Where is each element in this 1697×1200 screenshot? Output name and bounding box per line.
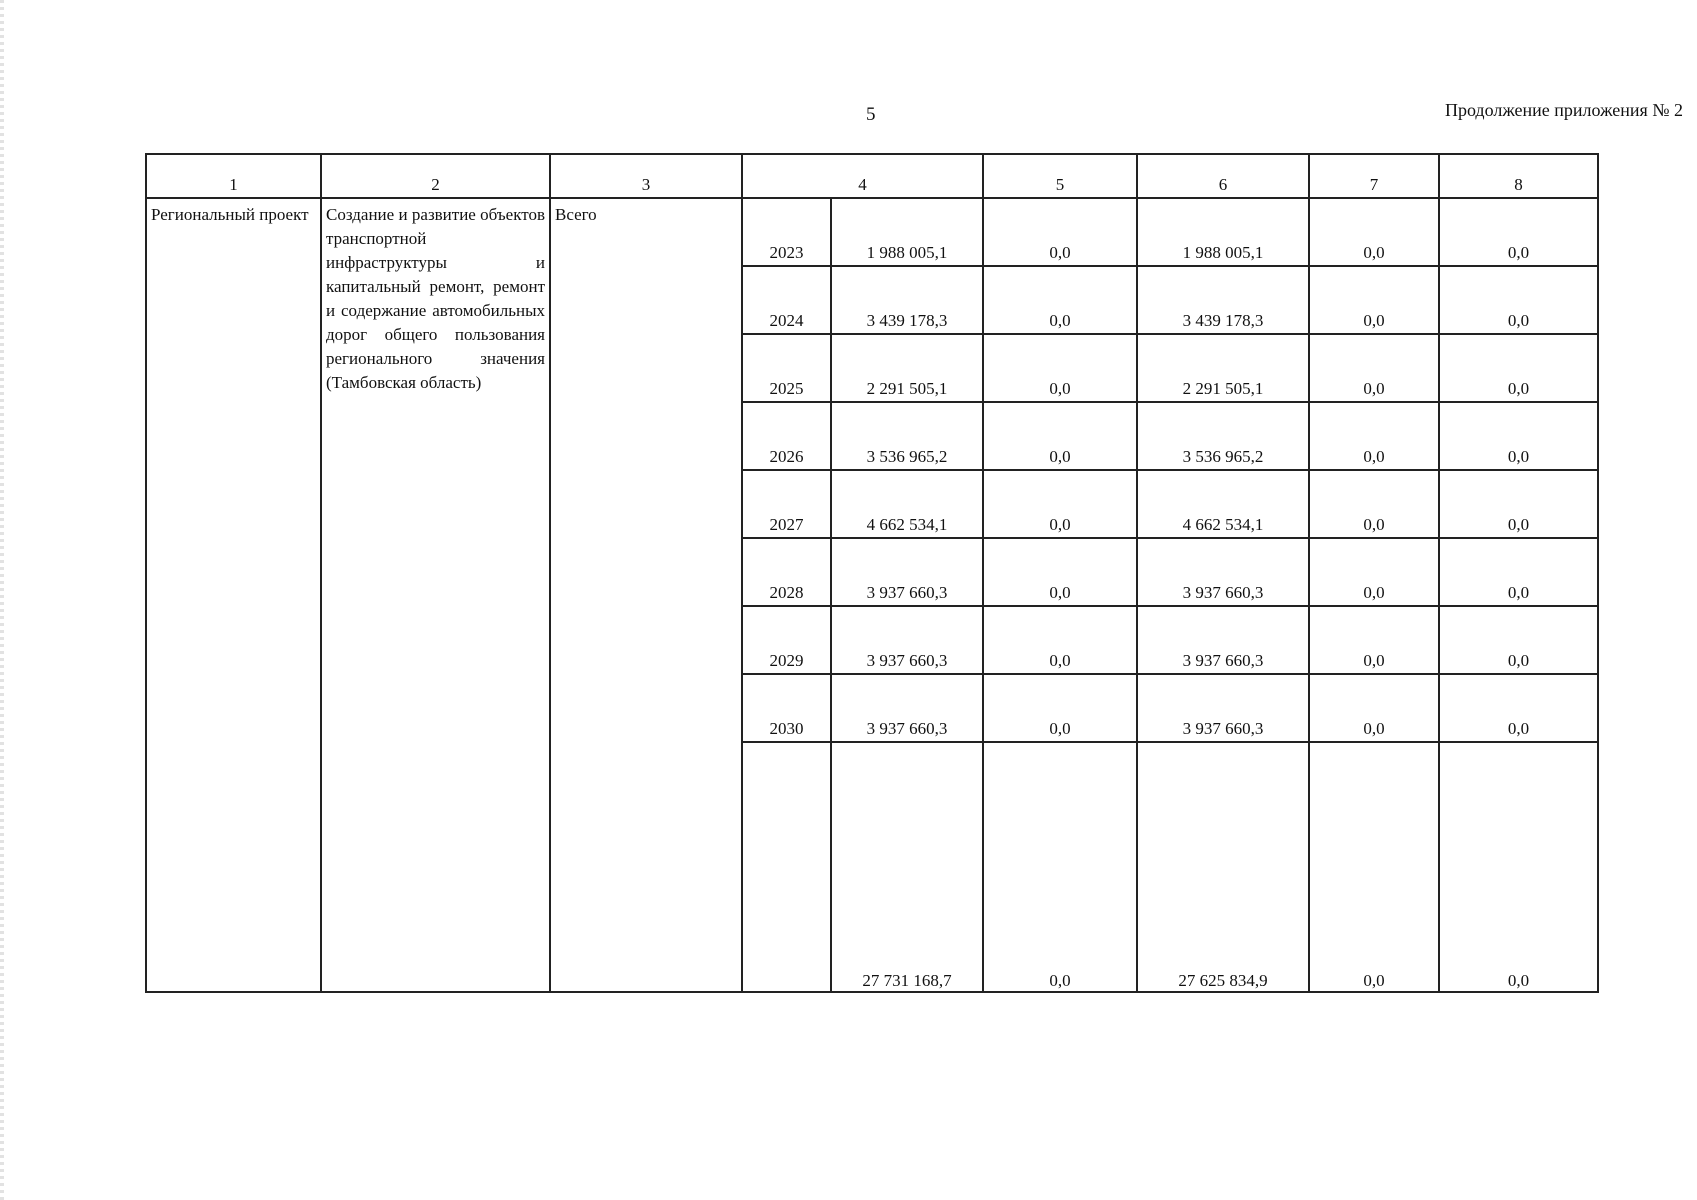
total-col-5: 0,0 — [983, 742, 1137, 992]
header-col-2: 2 — [321, 154, 550, 198]
value-col-8: 0,0 — [1439, 470, 1598, 538]
value-col-4: 1 988 005,1 — [831, 198, 983, 266]
value-col-6: 1 988 005,1 — [1137, 198, 1309, 266]
value-col-8: 0,0 — [1439, 334, 1598, 402]
project-type-cell: Региональный проект — [146, 198, 321, 992]
value-col-8: 0,0 — [1439, 266, 1598, 334]
value-col-5: 0,0 — [983, 538, 1137, 606]
value-col-7: 0,0 — [1309, 470, 1439, 538]
total-col-4: 27 731 168,7 — [831, 742, 983, 992]
header-col-6: 6 — [1137, 154, 1309, 198]
budget-table — [145, 153, 1599, 993]
value-col-4: 4 662 534,1 — [831, 470, 983, 538]
value-col-4: 3 937 660,3 — [831, 538, 983, 606]
value-col-4: 2 291 505,1 — [831, 334, 983, 402]
year-cell: 2030 — [742, 674, 831, 742]
value-col-5: 0,0 — [983, 402, 1137, 470]
value-col-4: 3 937 660,3 — [831, 606, 983, 674]
header-col-5: 5 — [983, 154, 1137, 198]
page-number: 5 — [866, 104, 876, 125]
header-col-7: 7 — [1309, 154, 1439, 198]
value-col-6: 3 536 965,2 — [1137, 402, 1309, 470]
value-col-5: 0,0 — [983, 606, 1137, 674]
total-col-8: 0,0 — [1439, 742, 1598, 992]
value-col-5: 0,0 — [983, 674, 1137, 742]
year-cell: 2028 — [742, 538, 831, 606]
funding-scope-cell: Всего — [550, 198, 742, 992]
value-col-5: 0,0 — [983, 198, 1137, 266]
project-description-cell: Создание и развитие объектов транспортной инфраструктуры и капитальный ремонт, ремонт и содержание автомобильных дорог общего пользования регионального значения (Тамбовская область) — [321, 198, 550, 992]
value-col-6: 4 662 534,1 — [1137, 470, 1309, 538]
value-col-6: 3 439 178,3 — [1137, 266, 1309, 334]
value-col-7: 0,0 — [1309, 334, 1439, 402]
year-cell: 2023 — [742, 198, 831, 266]
header-col-1: 1 — [146, 154, 321, 198]
total-col-7: 0,0 — [1309, 742, 1439, 992]
value-col-4: 3 439 178,3 — [831, 266, 983, 334]
value-col-7: 0,0 — [1309, 674, 1439, 742]
header-col-8: 8 — [1439, 154, 1598, 198]
header-row — [146, 154, 1598, 198]
table-row — [146, 198, 1598, 266]
appendix-continuation-note: Продолжение приложения № 2 — [1444, 100, 1683, 120]
value-col-5: 0,0 — [983, 470, 1137, 538]
value-col-4: 3 937 660,3 — [831, 674, 983, 742]
value-col-7: 0,0 — [1309, 538, 1439, 606]
scan-edge-artifact — [0, 0, 4, 1200]
year-cell: 2025 — [742, 334, 831, 402]
value-col-8: 0,0 — [1439, 606, 1598, 674]
year-cell: 2026 — [742, 402, 831, 470]
value-col-7: 0,0 — [1309, 266, 1439, 334]
value-col-6: 2 291 505,1 — [1137, 334, 1309, 402]
value-col-7: 0,0 — [1309, 402, 1439, 470]
value-col-5: 0,0 — [983, 266, 1137, 334]
value-col-5: 0,0 — [983, 334, 1137, 402]
value-col-8: 0,0 — [1439, 402, 1598, 470]
value-col-4: 3 536 965,2 — [831, 402, 983, 470]
header-col-3: 3 — [550, 154, 742, 198]
total-col-6: 27 625 834,9 — [1137, 742, 1309, 992]
value-col-6: 3 937 660,3 — [1137, 606, 1309, 674]
year-cell: 2024 — [742, 266, 831, 334]
value-col-7: 0,0 — [1309, 606, 1439, 674]
year-cell: 2027 — [742, 470, 831, 538]
value-col-7: 0,0 — [1309, 198, 1439, 266]
year-cell: 2029 — [742, 606, 831, 674]
value-col-8: 0,0 — [1439, 674, 1598, 742]
value-col-8: 0,0 — [1439, 198, 1598, 266]
total-year-cell — [742, 742, 831, 992]
value-col-6: 3 937 660,3 — [1137, 674, 1309, 742]
value-col-6: 3 937 660,3 — [1137, 538, 1309, 606]
header-col-4: 4 — [742, 154, 983, 198]
value-col-8: 0,0 — [1439, 538, 1598, 606]
